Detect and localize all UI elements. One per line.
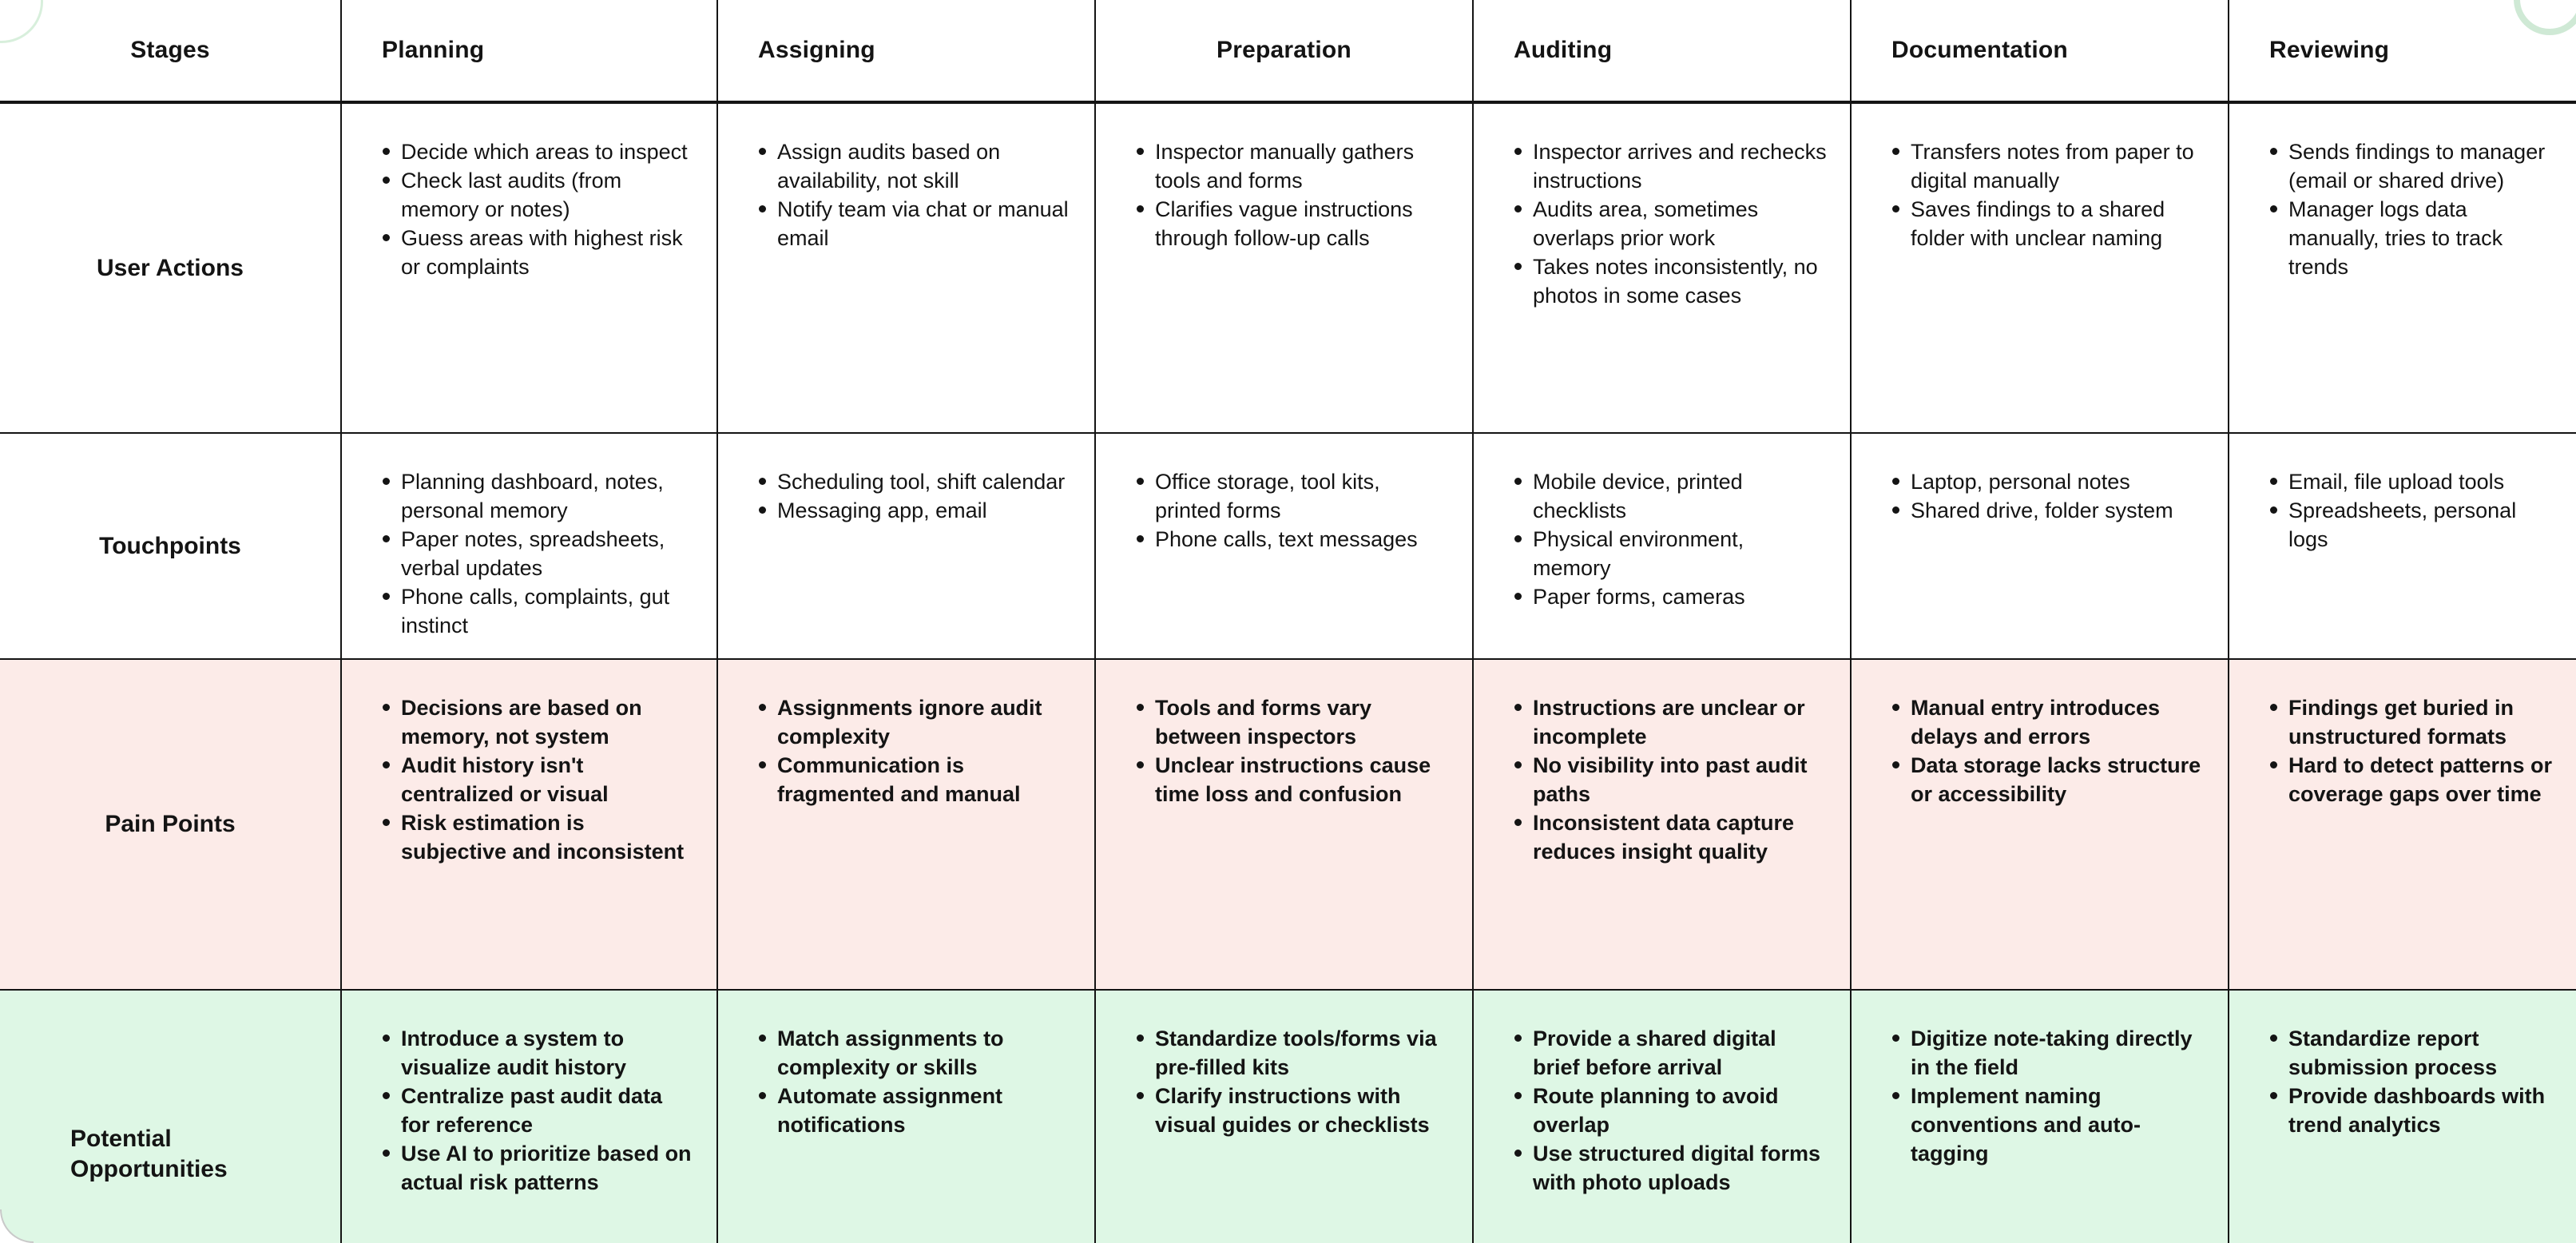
cell-user-actions-documentation: [1852, 104, 2229, 434]
bullet-item: Paper notes, spreadsheets, verbal updates: [382, 525, 694, 582]
bullet-list: [758, 1024, 1072, 1139]
cell-potential-opportunities-planning: [342, 991, 718, 1243]
bullet-item: Physical environment, memory: [1514, 525, 1828, 582]
bullet-item: Risk estimation is subjective and inconsistent: [382, 808, 694, 866]
bullet-list: [1891, 137, 2205, 252]
cell-potential-opportunities-assigning: [718, 991, 1096, 1243]
bullet-item: Standardize tools/forms via pre-filled kits: [1136, 1024, 1450, 1082]
bullet-item: Audit history isn't centralized or visual: [382, 751, 694, 808]
cell-touchpoints-auditing: [1474, 434, 1852, 660]
cell-touchpoints-documentation: [1852, 434, 2229, 660]
cell-touchpoints-preparation: [1096, 434, 1474, 660]
bullet-item: Route planning to avoid overlap: [1514, 1082, 1828, 1139]
bullet-item: Hard to detect patterns or coverage gaps over time: [2269, 751, 2554, 808]
bullet-list: [1136, 137, 1450, 252]
cell-user-actions-planning: [342, 104, 718, 434]
bullet-list: [1891, 467, 2205, 525]
bullet-item: Shared drive, folder system: [1891, 496, 2205, 525]
bullet-item: Scheduling tool, shift calendar: [758, 467, 1072, 496]
bullet-item: Email, file upload tools: [2269, 467, 2554, 496]
bullet-list: [382, 693, 694, 866]
bullet-item: Digitize note-taking directly in the field: [1891, 1024, 2205, 1082]
bullet-list: [1891, 693, 2205, 808]
stage-header-planning: Planning: [342, 0, 718, 104]
bullet-item: Match assignments to complexity or skills: [758, 1024, 1072, 1082]
bullet-item: Automate assignment notifications: [758, 1082, 1072, 1139]
bullet-item: Use structured digital forms with photo uploads: [1514, 1139, 1828, 1197]
cell-pain-points-preparation: [1096, 660, 1474, 991]
cell-pain-points-planning: [342, 660, 718, 991]
bullet-list: [1514, 1024, 1828, 1197]
bullet-item: Transfers notes from paper to digital manually: [1891, 137, 2205, 195]
stages-header-label: Stages: [0, 0, 342, 104]
cell-pain-points-documentation: [1852, 660, 2229, 991]
bullet-item: Sends findings to manager (email or shared drive): [2269, 137, 2554, 195]
cell-touchpoints-planning: [342, 434, 718, 660]
stage-header-documentation: Documentation: [1852, 0, 2229, 104]
bullet-item: Inspector manually gathers tools and forms: [1136, 137, 1450, 195]
cell-pain-points-reviewing: [2229, 660, 2576, 991]
bullet-item: Inconsistent data capture reduces insight quality: [1514, 808, 1828, 866]
bullet-item: Planning dashboard, notes, personal memory: [382, 467, 694, 525]
bullet-item: Clarify instructions with visual guides or checklists: [1136, 1082, 1450, 1139]
bullet-item: Saves findings to a shared folder with unclear naming: [1891, 195, 2205, 252]
bullet-item: Decide which areas to inspect: [382, 137, 694, 166]
bullet-item: Mobile device, printed checklists: [1514, 467, 1828, 525]
bullet-list: [758, 137, 1072, 252]
bullet-item: Tools and forms vary between inspectors: [1136, 693, 1450, 751]
bullet-list: [382, 1024, 694, 1197]
bullet-item: Spreadsheets, personal logs: [2269, 496, 2554, 554]
bullet-item: Use AI to prioritize based on actual risk patterns: [382, 1139, 694, 1197]
bullet-item: Inspector arrives and rechecks instructions: [1514, 137, 1828, 195]
stage-header-assigning: Assigning: [718, 0, 1096, 104]
bullet-item: Findings get buried in unstructured formats: [2269, 693, 2554, 751]
bullet-list: [2269, 693, 2554, 808]
bullet-item: Audits area, sometimes overlaps prior work: [1514, 195, 1828, 252]
bullet-list: [1514, 137, 1828, 310]
bullet-list: [2269, 137, 2554, 281]
cell-user-actions-reviewing: [2229, 104, 2576, 434]
bullet-item: Instructions are unclear or incomplete: [1514, 693, 1828, 751]
row-label-potential-opportunities: [0, 991, 342, 1243]
bullet-item: No visibility into past audit paths: [1514, 751, 1828, 808]
cell-potential-opportunities-documentation: [1852, 991, 2229, 1243]
cell-user-actions-assigning: [718, 104, 1096, 434]
row-label-user-actions: [0, 104, 342, 434]
bullet-list: [2269, 467, 2554, 554]
cell-potential-opportunities-auditing: [1474, 991, 1852, 1243]
bullet-item: Communication is fragmented and manual: [758, 751, 1072, 808]
bullet-item: Check last audits (from memory or notes): [382, 166, 694, 224]
bullet-item: Standardize report submission process: [2269, 1024, 2554, 1082]
row-label-text: Pain Points: [105, 811, 236, 837]
cell-user-actions-preparation: [1096, 104, 1474, 434]
stage-header-preparation: Preparation: [1096, 0, 1474, 104]
cell-touchpoints-reviewing: [2229, 434, 2576, 660]
bullet-item: Implement naming conventions and auto-tagging: [1891, 1082, 2205, 1168]
bullet-item: Clarifies vague instructions through follow-up calls: [1136, 195, 1450, 252]
cell-potential-opportunities-reviewing: [2229, 991, 2576, 1243]
bullet-item: Decisions are based on memory, not system: [382, 693, 694, 751]
bullet-item: Takes notes inconsistently, no photos in some cases: [1514, 252, 1828, 310]
bullet-list: [1891, 1024, 2205, 1168]
bullet-item: Assignments ignore audit complexity: [758, 693, 1072, 751]
bullet-list: [1514, 467, 1828, 611]
cell-potential-opportunities-preparation: [1096, 991, 1474, 1243]
bullet-item: Phone calls, complaints, gut instinct: [382, 582, 694, 640]
stage-header-reviewing: Reviewing: [2229, 0, 2576, 104]
bullet-item: Introduce a system to visualize audit history: [382, 1024, 694, 1082]
bullet-list: [1136, 1024, 1450, 1139]
bullet-item: Guess areas with highest risk or complaints: [382, 224, 694, 281]
cell-touchpoints-assigning: [718, 434, 1096, 660]
bullet-item: Provide dashboards with trend analytics: [2269, 1082, 2554, 1139]
bullet-item: Notify team via chat or manual email: [758, 195, 1072, 252]
cell-user-actions-auditing: [1474, 104, 1852, 434]
bullet-item: Laptop, personal notes: [1891, 467, 2205, 496]
bullet-item: Unclear instructions cause time loss and confusion: [1136, 751, 1450, 808]
bullet-list: [758, 693, 1072, 808]
row-label-text: Touchpoints: [99, 532, 241, 559]
bullet-item: Manual entry introduces delays and errors: [1891, 693, 2205, 751]
bullet-list: [1514, 693, 1828, 866]
bullet-list: [2269, 1024, 2554, 1139]
bullet-item: Provide a shared digital brief before arrival: [1514, 1024, 1828, 1082]
cell-pain-points-assigning: [718, 660, 1096, 991]
bullet-item: Centralize past audit data for reference: [382, 1082, 694, 1139]
bullet-list: [382, 137, 694, 281]
bullet-list: [758, 467, 1072, 525]
bullet-item: Manager logs data manually, tries to track trends: [2269, 195, 2554, 281]
bullet-item: Phone calls, text messages: [1136, 525, 1450, 554]
row-label-touchpoints: [0, 434, 342, 660]
row-label-pain-points: [0, 660, 342, 991]
bullet-item: Office storage, tool kits, printed forms: [1136, 467, 1450, 525]
bullet-list: [1136, 467, 1450, 554]
row-label-text: Potential Opportunities: [70, 1126, 228, 1182]
stage-header-auditing: Auditing: [1474, 0, 1852, 104]
row-label-text: User Actions: [97, 254, 244, 281]
bullet-list: [382, 467, 694, 640]
bullet-item: Data storage lacks structure or accessibility: [1891, 751, 2205, 808]
bullet-list: [1136, 693, 1450, 808]
bullet-item: Messaging app, email: [758, 496, 1072, 525]
bullet-item: Paper forms, cameras: [1514, 582, 1828, 611]
bullet-item: Assign audits based on availability, not skill: [758, 137, 1072, 195]
cell-pain-points-auditing: [1474, 660, 1852, 991]
